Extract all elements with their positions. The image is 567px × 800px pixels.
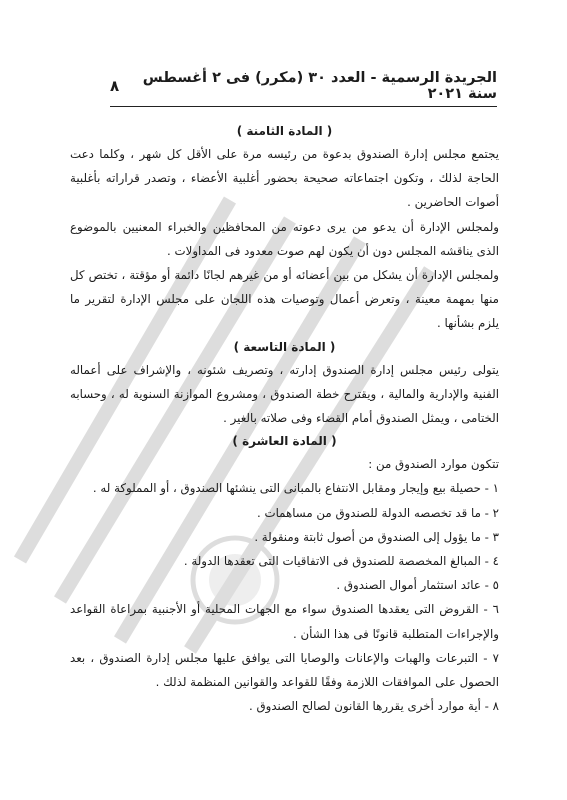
- list-item: ٤ - المبالغ المخصصة للصندوق فى الاتفاقيات التى تعقدها الدولة .: [183, 554, 499, 569]
- resources-list: [70, 476, 499, 718]
- list-item: ٢ - ما قد تخصصه الدولة للصندوق من مساهمات .: [256, 505, 499, 520]
- list-item: ١ - حصيلة بيع وإيجار ومقابل الانتفاع بالمبانى التى ينشئها الصندوق ، أو المملوكة له .: [92, 481, 499, 496]
- article-8-paragraph: يجتمع مجلس إدارة الصندوق بدعوة من رئيسه مرة على الأقل كل شهر ، وكلما دعت الحاجة لذلك ، وتكون اجتماعاته صحيحة بحضور أغلبية الأعضاء ، وتصدر قراراته بأغلبية أصوات الحاضرين .: [70, 147, 499, 210]
- article-8-paragraph: ولمجلس الإدارة أن يشكل من بين أعضائه أو من غيرهم لجانًا دائمة أو مؤقتة ، تختص كل منها بمهمة معينة ، وتعرض أعمال وتوصيات هذه اللجان على مجلس الإدارة لتقرير ما يلزم بشأنها .: [70, 268, 499, 331]
- list-item: ٦ - القروض التى يعقدها الصندوق سواء مع الجهات المحلية أو الأجنبية بمراعاة القواعد والإجراءات المتطلبة قانونًا فى هذا الشأن .: [70, 602, 499, 641]
- page-header: [110, 70, 497, 107]
- article-9-heading: ( المادة التاسعة ): [233, 339, 336, 354]
- article-8-heading: ( المادة الثامنة ): [236, 124, 333, 138]
- list-item: ٣ - ما يؤول إلى الصندوق من أصول ثابتة ومنقولة .: [254, 529, 499, 544]
- page-number: ٨: [110, 77, 120, 95]
- article-8-paragraph: ولمجلس الإدارة أن يدعو من يرى دعوته من المحافظين والخبراء المعنيين بالموضوع الذى يناقشه المجلس دون أن يكون لهم صوت معدود فى المداولات .: [70, 219, 499, 258]
- article-10-intro: تتكون موارد الصندوق من :: [368, 457, 499, 472]
- list-item: ٧ - التبرعات والهبات والإعانات والوصايا التى يوافق عليها مجلس إدارة الصندوق ، بعد الحصول على الموافقات اللازمة وفقًا للقواعد والقوانين المنظمة لذلك .: [70, 650, 499, 690]
- list-item: ٨ - أية موارد أخرى يقررها القانون لصالح الصندوق .: [248, 699, 499, 714]
- gazette-title: الجريدة الرسمية - العدد ٣٠ (مكرر) فى ٢ أغسطس سنة ٢٠٢١: [142, 70, 497, 102]
- list-item: ٥ - عائد استثمار أموال الصندوق .: [336, 578, 499, 593]
- document-body: [70, 120, 499, 718]
- article-10-heading: ( المادة العاشرة ): [232, 434, 337, 449]
- article-9-paragraph: يتولى رئيس مجلس إدارة الصندوق إدارته ، وتصريف شئونه ، والإشراف على أعماله الفنية والإدارية والمالية ، ويقترح خطة الصندوق ، ومشروع الموازنة السنوية له ، وحسابه الختامى ، ويمثل الصندوق أمام القضاء وفى صلاته بالغير .: [70, 362, 499, 426]
